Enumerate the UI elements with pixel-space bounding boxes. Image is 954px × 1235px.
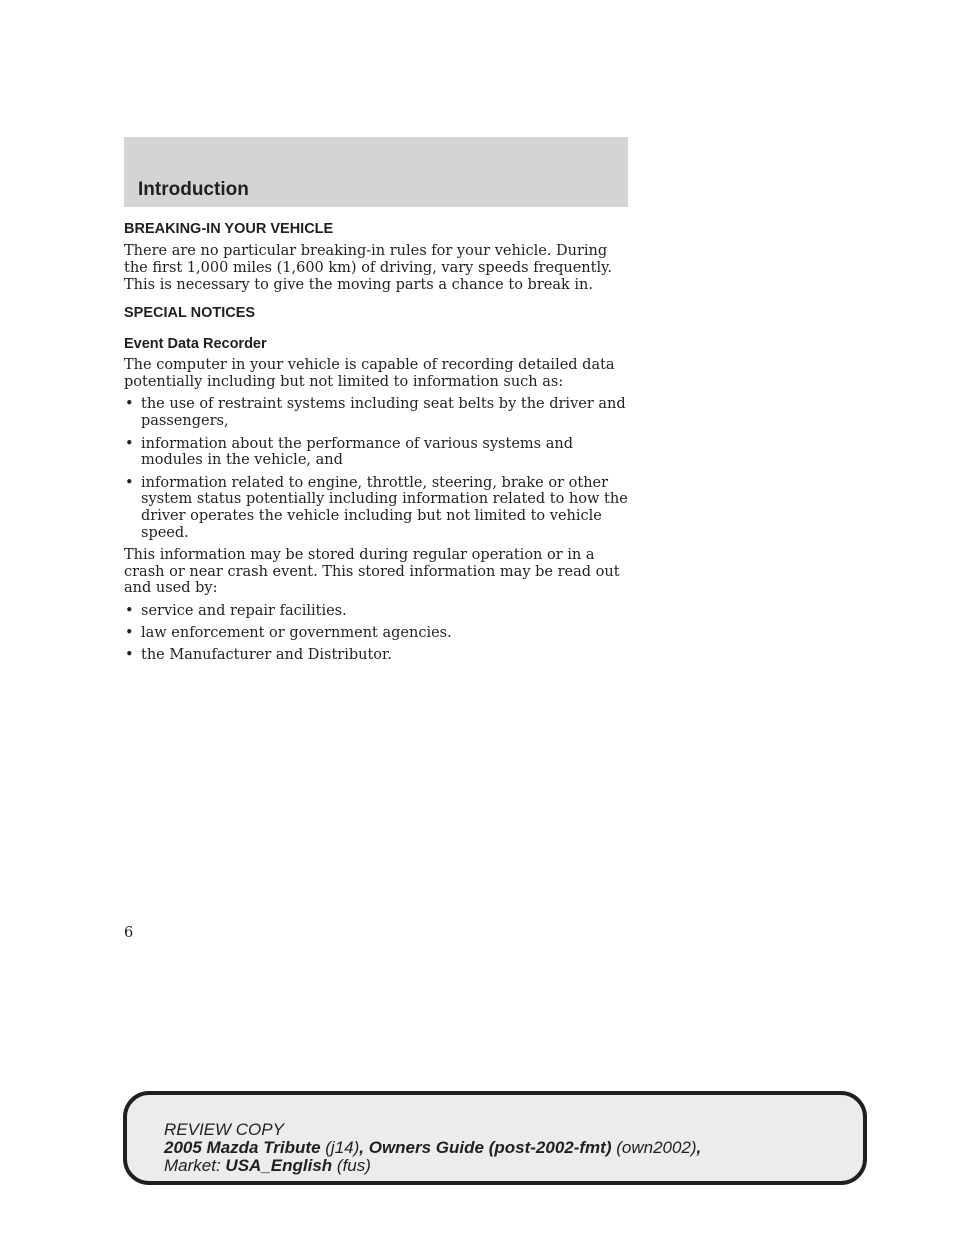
review-copy-label: REVIEW COPY (164, 1120, 284, 1139)
list-item: • information related to engine, throttle, steering, brake or other system status potentially including information related to how the driver operates the vehicle including but not limited to vehicle speed. (125, 474, 628, 542)
list-item: • the use of restraint systems including seat belts by the driver and passengers, (125, 396, 626, 430)
bullet-icon: • (125, 602, 134, 619)
list-item: • information about the performance of various systems and modules in the vehicle, and (125, 435, 573, 469)
list-item: • service and repair facilities. (125, 602, 347, 619)
edr-stored-text: This information may be stored during regular operation or in a crash or near crash event. This stored information may be read out and used by: (124, 546, 620, 597)
review-copy-box (123, 1091, 867, 1185)
section-header-band (124, 137, 628, 207)
list-item: • law enforcement or government agencies. (125, 625, 452, 642)
review-model: 2005 Mazda Tribute (164, 1138, 321, 1157)
bullet-icon: • (125, 396, 134, 413)
edr-data-list (124, 396, 628, 541)
page-number: 6 (124, 925, 134, 941)
breaking-in-heading: BREAKING-IN YOUR VEHICLE (124, 221, 334, 237)
review-market-line (164, 1157, 701, 1175)
review-guide: , Owners Guide (post-2002-fmt) (359, 1138, 612, 1157)
review-market-label: Market: (164, 1156, 221, 1175)
page-content (124, 220, 628, 664)
edr-users-list (124, 603, 628, 664)
bullet-icon: • (125, 435, 134, 452)
review-comma: , (696, 1138, 702, 1157)
bullet-icon: • (125, 625, 134, 642)
edr-heading: Event Data Recorder (124, 336, 267, 353)
bullet-icon: • (125, 474, 134, 491)
list-item: • the Manufacturer and Distributor. (125, 647, 392, 664)
section-title: Introduction (138, 179, 249, 200)
breaking-in-body: There are no particular breaking-in rules for your vehicle. During the first 1,000 miles (1,600 km) of driving, vary speeds frequently. This is necessary to give the moving parts a chance to break in. (124, 243, 612, 293)
special-notices-heading: SPECIAL NOTICES (124, 305, 256, 322)
review-model-code: (j14) (325, 1138, 360, 1157)
review-market-code: (fus) (336, 1156, 371, 1175)
review-copy-text (164, 1121, 701, 1175)
review-guide-code: (own2002) (616, 1138, 697, 1157)
review-guide-line (164, 1139, 701, 1157)
review-market: USA_English (225, 1156, 333, 1175)
bullet-icon: • (125, 647, 134, 664)
edr-intro: The computer in your vehicle is capable of recording detailed data potentially including but not limited to information such as: (124, 357, 615, 391)
